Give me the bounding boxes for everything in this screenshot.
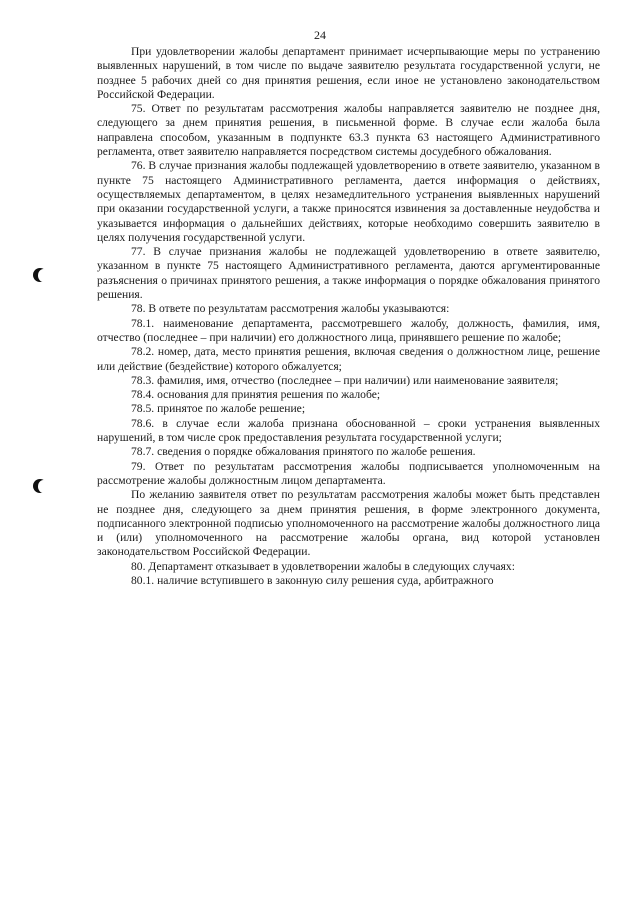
punch-hole-mark bbox=[33, 479, 47, 493]
paragraph-electronic-answer: По желанию заявителя ответ по результатам рассмотрения жалобы может быть представлен не позднее дня, следующего за днем принятия решения, в форме электронного документа, подписанного электронной подписью уполномоченного на рассмотрение жалобы должностного лица и (или) уполномоченного на рассмотрение жалобы органа, вид которой установлен законодательством Российской Федерации. bbox=[97, 488, 600, 559]
paragraph-78-4: 78.4. основания для принятия решения по жалобе; bbox=[131, 388, 381, 402]
paragraph-78-7: 78.7. сведения о порядке обжалования принятого по жалобе решения. bbox=[131, 445, 476, 459]
paragraph-80: 80. Департамент отказывает в удовлетворении жалобы в следующих случаях: bbox=[131, 559, 515, 573]
page-number: 24 bbox=[314, 28, 326, 42]
paragraph-78-3: 78.3. фамилия, имя, отчество (последнее – при наличии) или наименование заявителя; bbox=[131, 373, 559, 387]
punch-hole-mark bbox=[33, 268, 47, 282]
document-body bbox=[97, 45, 600, 588]
paragraph-78-2: 78.2. номер, дата, место принятия решения, включая сведения о должностном лице, решение или действие (бездействие) которого обжалуется; bbox=[97, 345, 600, 373]
paragraph-79: 79. Ответ по результатам рассмотрения жалобы подписывается уполномоченным на рассмотрение жалобы должностным лицом департамента. bbox=[97, 459, 600, 487]
paragraph-75: 75. Ответ по результатам рассмотрения жалобы направляется заявителю не позднее дня, следующего за днем принятия решения, в письменной форме. В случае если жалоба была направлена способом, указанным в подпункте 63.3 пункта 63 настоящего Административного регламента, ответ заявителю направляется посредством системы досудебного обжалования. bbox=[97, 102, 600, 159]
paragraph-78-6: 78.6. в случае если жалоба признана обоснованной – сроки устранения выявленных нарушений, в том числе срок предоставления результата государственной услуги; bbox=[97, 416, 600, 445]
paragraph-76: 76. В случае признания жалобы подлежащей удовлетворению в ответе заявителю, указанном в пункте 75 настоящего Административного регламента, дается информация о действиях, осуществляемых департаментом, в целях незамедлительного устранения выявленных нарушений при оказании государственной услуги, а также приносятся извинения за доставленные неудобства и указывается информация о дальнейших действиях, которые необходимо совершить заявителю в целях получения государственной услуги. bbox=[97, 159, 600, 244]
paragraph-78-1: 78.1. наименование департамента, рассмотревшего жалобу, должность, фамилия, имя, отчество (последнее – при наличии) его должностного лица, принявшего решение по жалобе; bbox=[97, 316, 600, 344]
paragraph-77: 77. В случае признания жалобы не подлежащей удовлетворению в ответе заявителю, указанном в пункте 75 настоящего Административного регламента, даются аргументированные разъяснения о причинах принятого решения, а также информация о порядке обжалования принятого решения. bbox=[97, 245, 600, 302]
paragraph-78: 78. В ответе по результатам рассмотрения жалобы указываются: bbox=[131, 302, 450, 316]
paragraph-remedy: При удовлетворении жалобы департамент принимает исчерпывающие меры по устранению выявленных нарушений, в том числе по выдаче заявителю результата государственной услуги, не позднее 5 рабочих дней со дня принятия решения, если иное не установлено законодательством Российской Федерации. bbox=[97, 45, 600, 101]
paragraph-78-5: 78.5. принятое по жалобе решение; bbox=[131, 402, 306, 416]
paragraph-80-1: 80.1. наличие вступившего в законную силу решения суда, арбитражного bbox=[131, 573, 494, 587]
